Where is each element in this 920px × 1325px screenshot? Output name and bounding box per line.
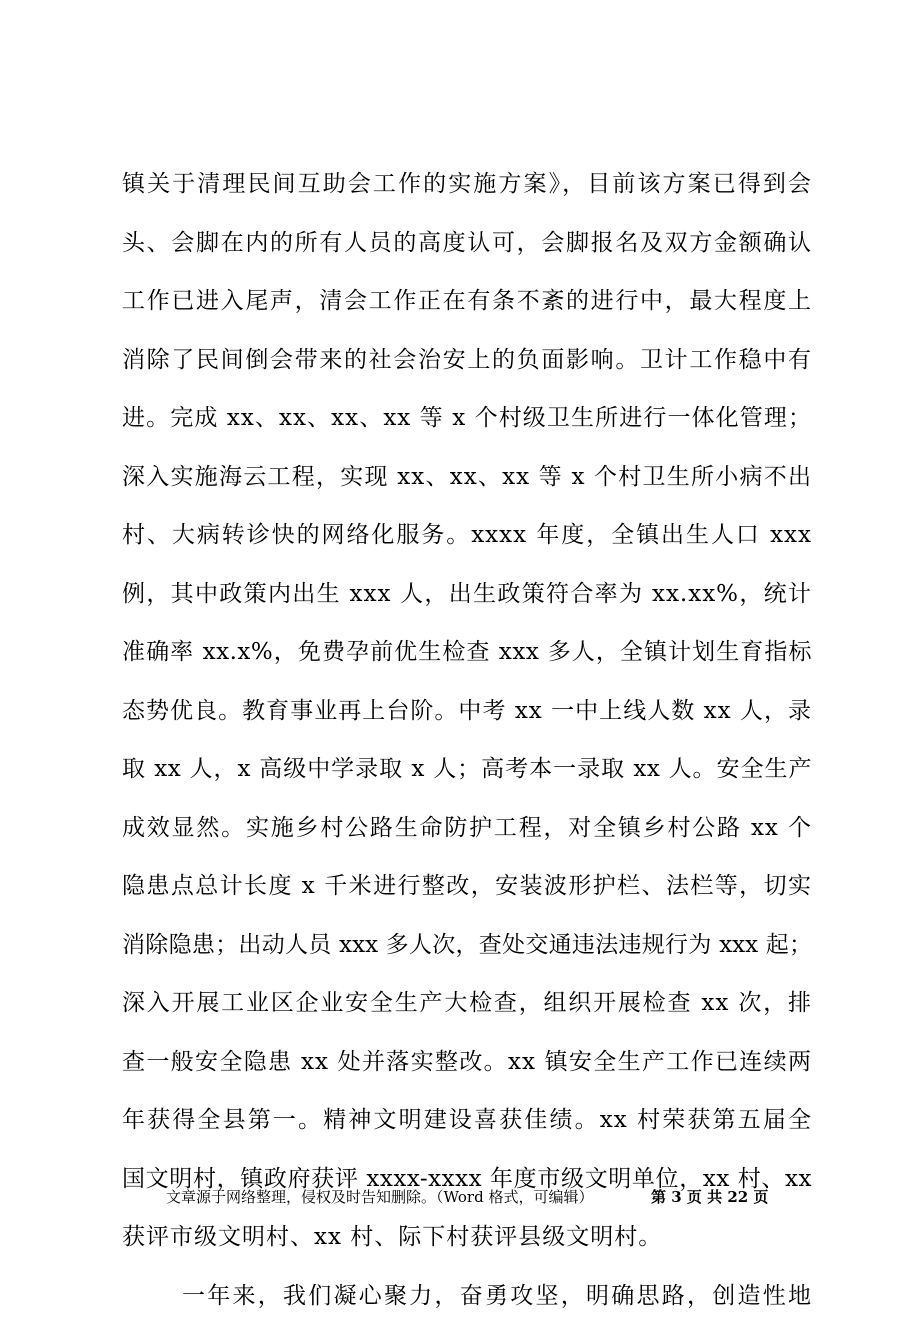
paragraph-line: 成效显然。实施乡村公路生命防护工程，对全镇乡村公路 xx 个 <box>122 799 812 858</box>
paragraph-last-line: 获评市级文明村、xx 村、际下村获评县级文明村。 <box>122 1208 812 1267</box>
paragraph-line: 态势优良。教育事业再上台阶。中考 xx 一中上线人数 xx 人，录 <box>122 682 812 741</box>
paragraph-indented-line: 一年来，我们凝心聚力，奋勇攻坚，明确思路，创造性地 <box>122 1267 812 1325</box>
paragraph-line: 国文明村，镇政府获评 xxxx-xxxx 年度市级文明单位，xx 村、xx <box>122 1150 812 1209</box>
paragraph-line: 年获得全县第一。精神文明建设喜获佳绩。xx 村荣获第五届全 <box>122 1091 812 1150</box>
page-footer <box>0 1185 920 1209</box>
paragraph-line: 查一般安全隐患 xx 处并落实整改。xx 镇安全生产工作已连续两 <box>122 1033 812 1092</box>
paragraph-line: 村、大病转诊快的网络化服务。xxxx 年度，全镇出生人口 xxx <box>122 506 812 565</box>
paragraph-line: 取 xx 人，x 高级中学录取 x 人；高考本一录取 xx 人。安全生产 <box>122 740 812 799</box>
paragraph-line: 镇关于清理民间互助会工作的实施方案》，目前该方案已得到会 <box>122 155 812 214</box>
document-body <box>122 155 812 1325</box>
paragraph-line: 消除隐患；出动人员 xxx 多人次，查处交通违法违规行为 xxx 起； <box>122 916 812 975</box>
paragraph-line: 例，其中政策内出生 xxx 人，出生政策符合率为 xx.xx%，统计 <box>122 565 812 624</box>
paragraph-line: 消除了民间倒会带来的社会治安上的负面影响。卫计工作稳中有 <box>122 331 812 390</box>
footer-note: 文章源于网络整理，侵权及时告知删除。（Word 格式，可编辑） <box>166 1185 593 1209</box>
paragraph-line: 深入实施海云工程，实现 xx、xx、xx 等 x 个村卫生所小病不出 <box>122 448 812 507</box>
page-number: 第 3 页 共 22 页 <box>651 1185 768 1209</box>
paragraph-line: 准确率 xx.x%，免费孕前优生检查 xxx 多人，全镇计划生育指标 <box>122 623 812 682</box>
paragraph-line: 深入开展工业区企业安全生产大检查，组织开展检查 xx 次，排 <box>122 974 812 1033</box>
paragraph-line: 隐患点总计长度 x 千米进行整改，安装波形护栏、法栏等，切实 <box>122 857 812 916</box>
paragraph-line: 头、会脚在内的所有人员的高度认可，会脚报名及双方金额确认 <box>122 214 812 273</box>
paragraph-line: 工作已进入尾声，清会工作正在有条不紊的进行中，最大程度上 <box>122 272 812 331</box>
paragraph-line: 进。完成 xx、xx、xx、xx 等 x 个村级卫生所进行一体化管理； <box>122 389 812 448</box>
